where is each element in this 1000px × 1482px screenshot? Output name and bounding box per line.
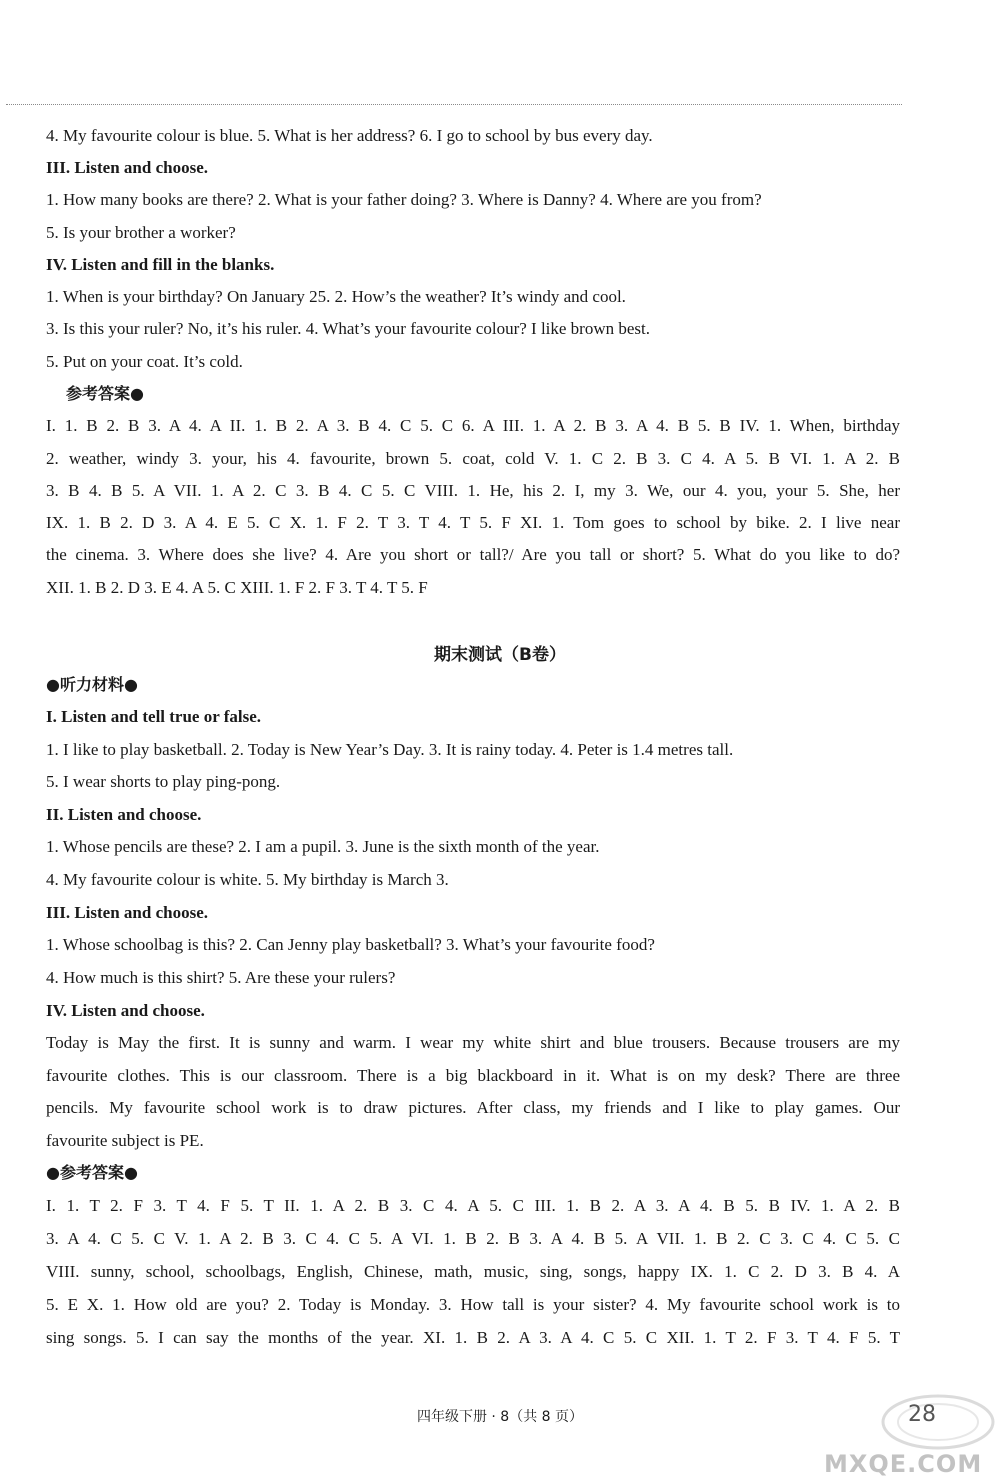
text-line: 1. When is your birthday? On January 25. 2. How’s the weather? It’s windy and cool.: [46, 287, 626, 306]
answers-heading: ●参考答案●: [46, 1163, 138, 1182]
section-heading: III. Listen and choose.: [46, 158, 209, 177]
answer-line: sing songs. 5. I can say the months of the year. XI. 1. B 2. A 3. A 4. C 5. C XII. 1. T 2. F 3. T 4. F 5. T: [46, 1328, 900, 1347]
answer-line: IX. 1. B 2. D 3. A 4. E 5. C X. 1. F 2. T 3. T 4. T 5. F XI. 1. Tom goes to school by bike. 2. I live near: [46, 513, 900, 532]
text-line: 4. My favourite colour is blue. 5. What is her address? 6. I go to school by bus every day.: [46, 126, 653, 145]
text-line: 1. Whose pencils are these? 2. I am a pupil. 3. June is the sixth month of the year.: [46, 837, 600, 856]
answer-line: 3. B 4. B 5. A VII. 1. A 2. C 3. B 4. C 5. C VIII. 1. He, his 2. I, my 3. We, our 4. you, your 5. She, her: [46, 481, 900, 500]
passage-line: pencils. My favourite school work is to draw pictures. After class, my friends and I like to play games. Our: [46, 1098, 900, 1117]
text-line: 1. I like to play basketball. 2. Today is New Year’s Day. 3. It is rainy today. 4. Peter is 1.4 metres tall.: [46, 740, 734, 759]
text-line: 1. How many books are there? 2. What is your father doing? 3. Where is Danny? 4. Where are you from?: [46, 190, 762, 209]
text-line: 5. I wear shorts to play ping-pong.: [46, 772, 281, 791]
section-heading: IV. Listen and fill in the blanks.: [46, 255, 275, 274]
section-heading: III. Listen and choose.: [46, 903, 209, 922]
listening-heading: ●听力材料●: [46, 675, 138, 694]
text-line: 3. Is this your ruler? No, it’s his ruler. 4. What’s your favourite colour? I like brown best.: [46, 319, 651, 338]
section-heading: I. Listen and tell true or false.: [46, 707, 262, 726]
answer-line: I. 1. T 2. F 3. T 4. F 5. T II. 1. A 2. B 3. C 4. A 5. C III. 1. B 2. A 3. A 4. B 5. B IV. 1. A 2. B: [46, 1196, 900, 1215]
passage-line: favourite clothes. This is our classroom. There is a big blackboard in it. What is on my desk? There are three: [46, 1066, 900, 1085]
passage-line: favourite subject is PE.: [46, 1131, 204, 1150]
answer-line: 3. A 4. C 5. C V. 1. A 2. B 3. C 4. C 5. A VI. 1. B 2. B 3. A 4. B 5. A VII. 1. B 2. C 3. C 4. C 5. C: [46, 1229, 900, 1248]
watermark-text: MXQE.COM: [824, 1450, 983, 1478]
text-line: 5. Put on your coat. It’s cold.: [46, 352, 243, 371]
page-number: 28: [908, 1402, 936, 1427]
text-line: 1. Whose schoolbag is this? 2. Can Jenny play basketball? 3. What’s your favourite food?: [46, 935, 655, 954]
answers-heading: 参考答案●: [66, 384, 144, 403]
text-line: 5. Is your brother a worker?: [46, 223, 236, 242]
answer-line: 5. E X. 1. How old are you? 2. Today is Monday. 3. How tall is your sister? 4. My favourite school work is to: [46, 1295, 900, 1314]
text-line: 4. How much is this shirt? 5. Are these your rulers?: [46, 968, 396, 987]
answer-line: the cinema. 3. Where does she live? 4. Are you short or tall?/ Are you tall or short? 5. What do you like to do?: [46, 545, 900, 564]
header-rule: [6, 104, 902, 105]
answer-line: 2. weather, windy 3. your, his 4. favourite, brown 5. coat, cold V. 1. C 2. B 3. C 4. A 5. B VI. 1. A 2. B: [46, 449, 900, 468]
answer-line: XII. 1. B 2. D 3. E 4. A 5. C XIII. 1. F 2. F 3. T 4. T 5. F: [46, 578, 428, 597]
passage-line: Today is May the first. It is sunny and warm. I wear my white shirt and blue trousers. Because trousers are my: [46, 1033, 900, 1052]
page-footer: 四年级下册 · 8（共 8 页）: [416, 1409, 584, 1425]
section-heading: II. Listen and choose.: [46, 805, 202, 824]
text-line: 4. My favourite colour is white. 5. My birthday is March 3.: [46, 870, 449, 889]
section-title: 期末测试（B卷）: [434, 645, 566, 665]
answer-line: I. 1. B 2. B 3. A 4. A II. 1. B 2. A 3. B 4. C 5. C 6. A III. 1. A 2. B 3. A 4. B 5. B IV. 1. When, birthday: [46, 416, 900, 435]
section-heading: IV. Listen and choose.: [46, 1001, 205, 1020]
answer-line: VIII. sunny, school, schoolbags, English, Chinese, math, music, sing, songs, happy IX. 1. C 2. D 3. B 4. A: [46, 1262, 900, 1281]
